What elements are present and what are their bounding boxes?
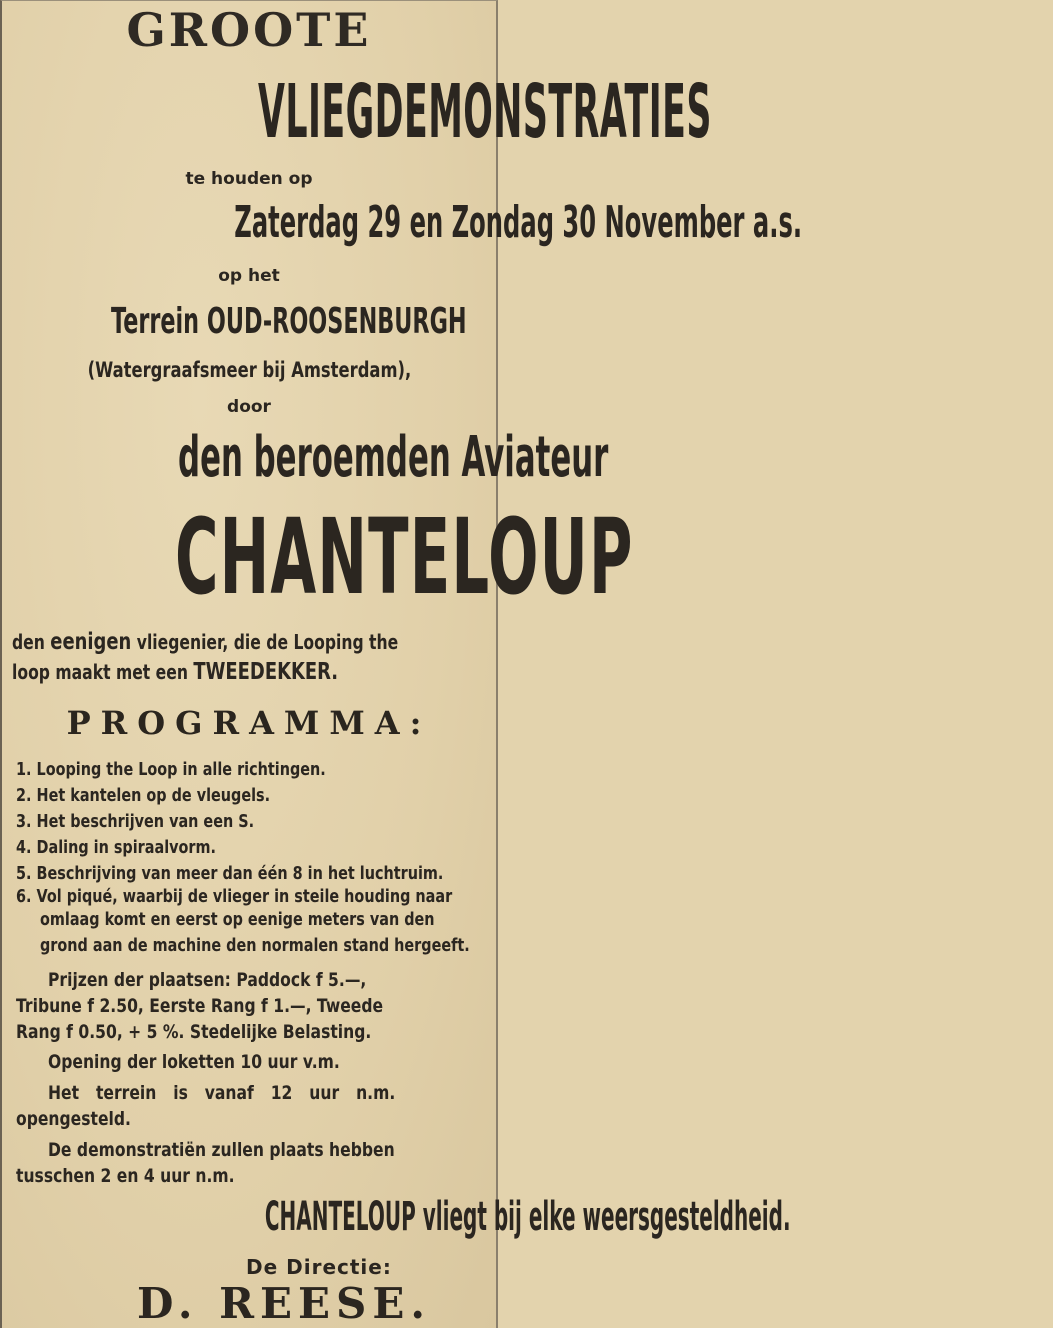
venue-name: Terrein OUD-ROOSENBURGH [110,301,467,342]
aviator-description-line-2: loop maakt met een TWEEDEKKER. [12,659,339,685]
programme-title: PROGRAMMA: [66,704,432,742]
weather-slogan: CHANTELOUP vliegt bij elke weersgesteldheid. [264,1194,791,1240]
prices-line-3: Rang f 0.50, + 5 %. Stedelijke Belasting. [16,1021,372,1043]
programme-item-number: 1. [16,759,32,780]
by-text: door [227,397,271,417]
programme-item-text: Vol piqué, waarbij de vlieger in steile houding naar [36,886,453,907]
headline-vliegdemonstraties: VLIEGDEMONSTRATIES [257,69,712,155]
programme-item-text: Looping the Loop in alle richtingen. [36,759,326,780]
programme-item-number: 2. [16,785,32,806]
direction-label: De Directie: [246,1255,392,1279]
programme-item [16,785,334,806]
programme-item [16,759,403,780]
programme-item-6-continuation-1: omlaag komt en eerst op eenige meters van den [40,909,435,930]
programme-item [16,811,314,832]
programme-item [16,863,550,884]
on-the-text: op het [218,266,280,286]
programme-item [16,886,561,907]
terrain-open-line-1: Het terrein is vanaf 12 uur n.m. [48,1082,396,1104]
prices-line-2: Tribune f 2.50, Eerste Rang f 1.—, Tweede [16,995,384,1017]
programme-item-text: Daling in spiraalvorm. [36,837,216,858]
ticket-office-opening: Opening der loketten 10 uur v.m. [48,1051,340,1073]
terrain-open-line-2: opengesteld. [16,1108,131,1130]
aviator-name: CHANTELOUP [174,496,634,618]
to-be-held-text: te houden op [185,169,313,189]
aviator-description-line-1: den eenigen vliegenier, die de Looping the [12,629,399,655]
programme-item-text: Het beschrijven van een S. [36,811,255,832]
signature-name: D. REESE. [136,1279,432,1328]
demonstration-time-line-2: tusschen 2 en 4 uur n.m. [16,1165,235,1187]
event-dates: Zaterdag 29 en Zondag 30 November a.s. [234,197,803,248]
programme-item-text: Beschrijving van meer dan één 8 in het luchtruim. [36,863,444,884]
venue-location: (Watergraafsmeer bij Amsterdam), [87,358,411,382]
programme-item-text: Het kantelen op de vleugels. [36,785,271,806]
programme-item-6-continuation-2: grond aan de machine den normalen stand hergeeft. [40,935,470,956]
aviator-intro: den beroemden Aviateur [178,425,609,490]
demonstration-time-line-1: De demonstratiën zullen plaats hebben [48,1139,395,1161]
programme-item-number: 6. [16,886,32,907]
headline-groote: GROOTE [126,3,372,57]
programme-item-number: 3. [16,811,32,832]
programme-item-number: 5. [16,863,32,884]
programme-item-number: 4. [16,837,32,858]
prices-line-1: Prijzen der plaatsen: Paddock f 5.—, [48,969,367,991]
programme-item [16,837,266,858]
